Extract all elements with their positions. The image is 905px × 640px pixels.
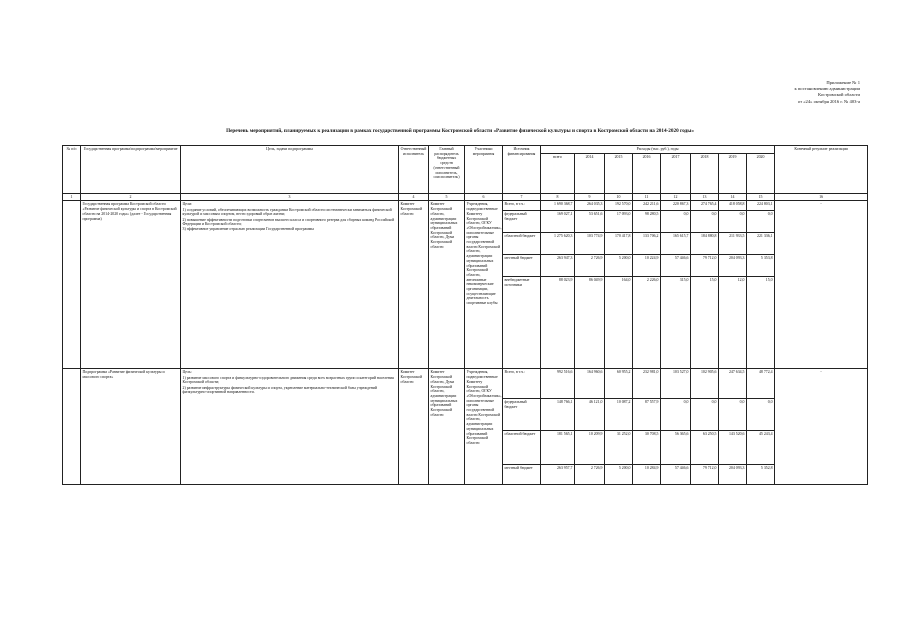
value-cell: 165 615,7 (661, 233, 691, 255)
value-cell: 10 087,2 (605, 399, 633, 431)
appendix-header (720, 80, 860, 105)
source-cell: местный бюджет (503, 255, 541, 277)
value-cell: 5 200,0 (605, 465, 633, 485)
result-cell: - (775, 201, 868, 369)
header-year: 2019 (719, 153, 747, 193)
column-number: 2 (81, 193, 181, 201)
value-cell: 5 352,8 (747, 465, 775, 485)
source-cell: федеральный бюджет (503, 211, 541, 233)
source-cell: внебюджетные источники (503, 277, 541, 369)
value-cell: 48 772,4 (747, 369, 775, 399)
header-year: 2017 (661, 153, 691, 193)
value-cell: 204 093,3 (719, 255, 747, 277)
value-cell: 79 712,0 (691, 255, 719, 277)
appendix-line-2: к постановлению администрации (794, 86, 860, 92)
value-cell: 192 570,0 (605, 201, 633, 211)
source-cell: местный бюджет (503, 465, 541, 485)
value-cell: 17 093,0 (605, 211, 633, 233)
value-cell: 2 226,0 (633, 277, 661, 369)
header-goals: Цель, задачи подпрограммы (181, 146, 399, 194)
value-cell: 15,0 (747, 277, 775, 369)
table-row (63, 201, 868, 211)
header-year: 2018 (691, 153, 719, 193)
value-cell: 184 880,8 (691, 233, 719, 255)
column-number: 1 (63, 193, 81, 201)
value-cell: 10 209,9 (575, 431, 605, 465)
value-cell: 57 446,6 (661, 465, 691, 485)
header-year: 2020 (747, 153, 775, 193)
value-cell: 992 516,6 (541, 369, 575, 399)
value-cell: 15,0 (691, 277, 719, 369)
header-result: Конечный результат реализации (775, 146, 868, 194)
value-cell: 0,0 (719, 211, 747, 233)
goal-line: 3) эффективное управление отраслью реализации Государственной программы (182, 227, 314, 232)
appendix-line-4: от «24» октября 2016 г. № 403-а (797, 98, 860, 104)
value-cell: 57 446,6 (661, 255, 691, 277)
value-cell: 220 867,3 (661, 201, 691, 211)
appendix-line-1: Приложение № 1 (826, 80, 860, 85)
goal-line: 2) развитие инфраструктуры физической культуры и спорта, укрепление материально-технической базы учреждений физкультурно-спортивной направленности. (182, 385, 377, 395)
value-cell: 263 957,7 (541, 465, 575, 485)
column-number: 15 (747, 193, 775, 201)
value-cell: 2 726,9 (575, 255, 605, 277)
column-number-row (63, 193, 868, 201)
header-year: 2016 (633, 153, 661, 193)
value-cell: 79 712,0 (691, 465, 719, 485)
value-cell: 88 023,9 (541, 277, 575, 369)
value-cell: 1 690 368,7 (541, 201, 575, 211)
header-total: всего (541, 153, 575, 193)
value-cell: 143 520,6 (719, 431, 747, 465)
source-cell: областной бюджет (503, 431, 541, 465)
column-number: 16 (775, 193, 868, 201)
column-number: 12 (661, 193, 691, 201)
value-cell: 2 726,9 (575, 465, 605, 485)
result-cell: - (775, 369, 868, 485)
value-cell: 263 947,3 (541, 255, 575, 277)
value-cell: 0,0 (661, 211, 691, 233)
header-year: 2015 (605, 153, 633, 193)
program-name-cell: Подпрограмма «Развитие физической культуры и массового спорта» (81, 369, 181, 485)
header-expenses: Расходы (тыс. руб.), годы (541, 146, 775, 154)
header-gras: Главный распорядитель бюджетных средств (ответственный исполнитель, соисполнитель) (429, 146, 465, 194)
value-cell: 86 049,9 (575, 277, 605, 369)
value-cell: 164,0 (605, 277, 633, 369)
value-cell: 274 765,4 (691, 201, 719, 211)
source-cell: Всего, в т.ч.: (503, 201, 541, 211)
gras-cell: Комитет Костромской области, Дума Костромской области, администрации муниципальных образований Костромской области (429, 369, 465, 485)
column-number: 14 (719, 193, 747, 201)
value-cell: 5 353,8 (747, 255, 775, 277)
header-row (63, 146, 868, 154)
header-participants: Участники мероприятия (465, 146, 503, 194)
program-name-cell: Государственная программа Костромской области «Развитие физической культуры и спорта в Костромской области на 2014-2020 годы» (далее - Государственная программа) (81, 201, 181, 369)
goals-cell (181, 369, 399, 485)
goal-line: 2) повышение эффективности подготовки спортсменов высшего класса и спортивного резерва для сборных команд Российской Федерации и Костромской области; (182, 217, 395, 227)
value-cell: 30 708,5 (633, 431, 661, 465)
value-cell: 45 243,4 (747, 431, 775, 465)
value-cell: 169 027,1 (541, 211, 575, 233)
column-number: 13 (691, 193, 719, 201)
value-cell: 56 365,6 (661, 431, 691, 465)
value-cell: 0,0 (747, 399, 775, 431)
row-number-cell (63, 201, 81, 369)
value-cell: 98 280,5 (633, 211, 661, 233)
value-cell: 224 803,1 (747, 201, 775, 211)
source-cell: федеральный бюджет (503, 399, 541, 431)
appendix-line-3: Костромской области (817, 92, 860, 98)
value-cell: 315,0 (661, 277, 691, 369)
value-cell: 60 955,2 (605, 369, 633, 399)
column-number: 8 (541, 193, 575, 201)
header-source: Источник финансирования (503, 146, 541, 194)
value-cell: 170 417,8 (605, 233, 633, 255)
value-cell: 0,0 (661, 399, 691, 431)
value-cell: 247 634,5 (719, 369, 747, 399)
value-cell: 103 527,0 (661, 369, 691, 399)
goals-cell (181, 201, 399, 369)
value-cell: 232 981,0 (633, 369, 661, 399)
value-cell: 221 336,1 (747, 233, 775, 255)
value-cell: 0,0 (691, 399, 719, 431)
source-cell: Всего, в т.ч.: (503, 369, 541, 399)
header-executor: Ответственный исполнитель (399, 146, 429, 194)
column-number: 6 (465, 193, 503, 201)
table-row (63, 369, 868, 399)
value-cell: 133 706,2 (633, 233, 661, 255)
column-number: 7 (503, 193, 541, 201)
value-cell: 63 250,5 (691, 431, 719, 465)
executor-cell: Комитет Костромской области (399, 201, 429, 369)
goal-line: Цель: (182, 370, 192, 375)
value-cell: 31 252,0 (605, 431, 633, 465)
value-cell: 103 774,9 (575, 233, 605, 255)
participants-cell: Учреждения, подведомственные Комитету Костромской области, ОГКУ «Облстройзаказчик», исполнительные органы государственной власти Костромской области, администрации муниципальных образований Костромской области, автономные некоммерческие организации, осуществляющие деятельность спортивные клубы (465, 201, 503, 369)
value-cell: 10 224,9 (633, 255, 661, 277)
header-year: 2014 (575, 153, 605, 193)
goal-line: Цели: (182, 202, 193, 207)
value-cell: 5 200,0 (605, 255, 633, 277)
value-cell: 46 121,0 (575, 399, 605, 431)
value-cell: 1 275 620,3 (541, 233, 575, 255)
value-cell: 264 035,3 (575, 201, 605, 211)
column-number: 4 (399, 193, 429, 201)
column-number: 3 (181, 193, 399, 201)
goal-line: 1) развитие массового спорта и физкультурно-оздоровительного движения среди всех возрастных групп и категорий населения Костромской области; (182, 375, 394, 385)
value-cell: 242 211,6 (633, 201, 661, 211)
header-program: Государственная программа/подпрограмма/мероприятие (81, 146, 181, 194)
column-number: 5 (429, 193, 465, 201)
value-cell: 181 565,1 (541, 431, 575, 465)
value-cell: 164 960,6 (575, 369, 605, 399)
column-number: 11 (633, 193, 661, 201)
value-cell: 418 058,8 (719, 201, 747, 211)
value-cell: 12,0 (719, 277, 747, 369)
value-cell: 87 557,9 (633, 399, 661, 431)
executor-cell: Комитет Костромской области (399, 369, 429, 485)
row-number-cell (63, 369, 81, 485)
value-cell: 0,0 (747, 211, 775, 233)
document-title: Перечень мероприятий, планируемых к реализации в рамках государственной программы Костромской области «Развитие физической культуры и спорта в Костромской области на 2014-2020 годы» (226, 128, 694, 134)
column-number: 9 (575, 193, 605, 201)
header-num: № п/п (63, 146, 81, 194)
value-cell: 10 284,9 (633, 465, 661, 485)
value-cell: 148 766,1 (541, 399, 575, 431)
value-cell: 211 933,5 (719, 233, 747, 255)
value-cell: 204 093,3 (719, 465, 747, 485)
participants-cell: Учреждения, подведомственные Комитету Костромской области, ОГКУ «Облстройзаказчик», исполнительные органы государственной власти Костромской области, администрации муниципальных образований Костромской области (465, 369, 503, 485)
goal-line: 1) создание условий, обеспечивающих возможность гражданам Костромской области систематически заниматься физической культурой и массовым спортом, вести здоровый образ жизни; (182, 207, 392, 217)
value-cell: 0,0 (691, 211, 719, 233)
value-cell: 0,0 (719, 399, 747, 431)
column-number: 10 (605, 193, 633, 201)
value-cell: 102 905,6 (691, 369, 719, 399)
gras-cell: Комитет Костромской области, администрации муниципальных образований Костромской области, Дума Костромской области (429, 201, 465, 369)
value-cell: 53 651,6 (575, 211, 605, 233)
source-cell: областной бюджет (503, 233, 541, 255)
activities-table (62, 145, 868, 485)
